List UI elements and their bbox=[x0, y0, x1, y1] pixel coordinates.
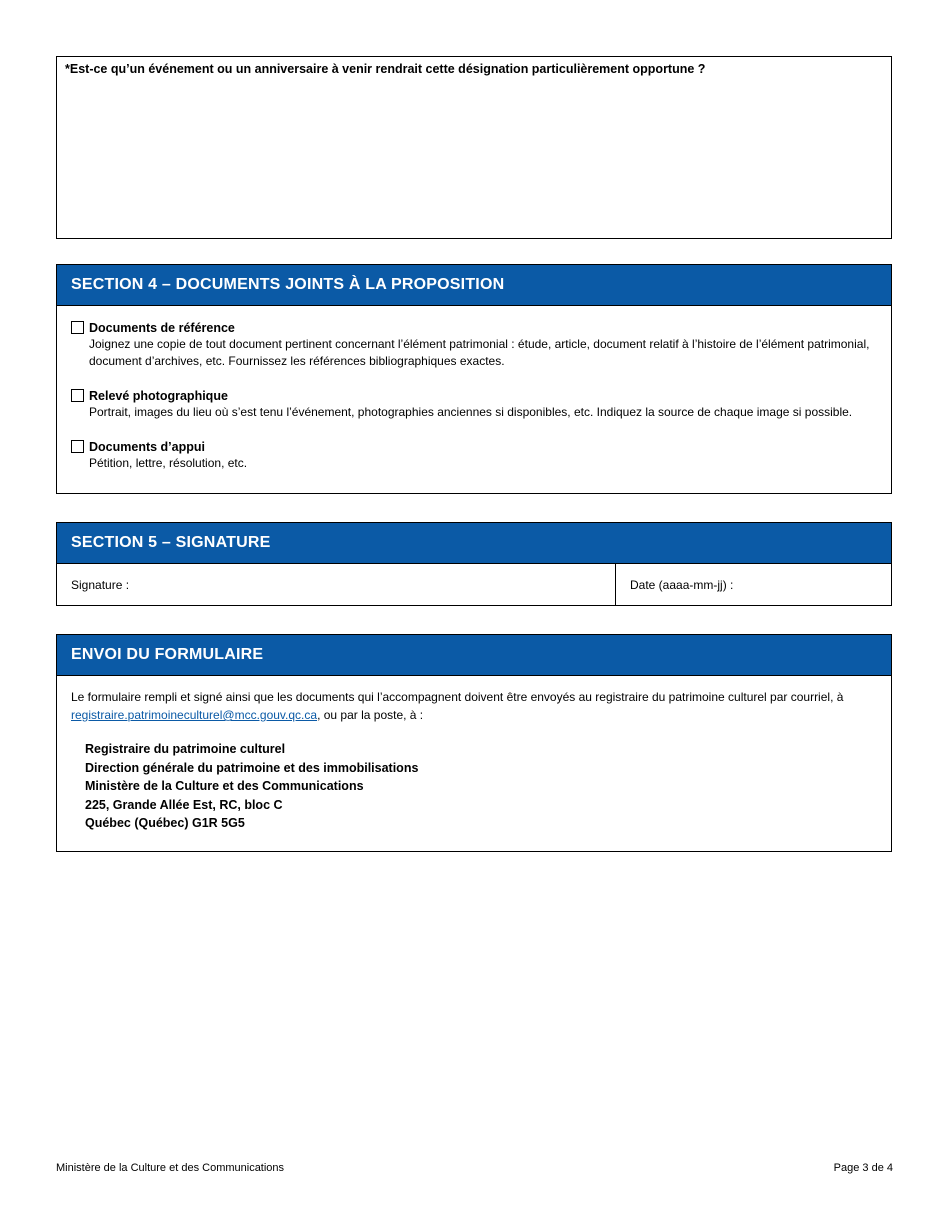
doc-item-description: Pétition, lettre, résolution, etc. bbox=[89, 456, 248, 470]
section-4-documents bbox=[56, 264, 892, 494]
checkbox-supporting-documents[interactable] bbox=[71, 440, 84, 453]
address-line: Québec (Québec) G1R 5G5 bbox=[85, 816, 245, 830]
section-5-title: SECTION 5 – SIGNATURE bbox=[57, 523, 891, 564]
doc-item-photographic bbox=[71, 388, 877, 421]
form-submission-title: ENVOI DU FORMULAIRE bbox=[57, 635, 891, 676]
form-submission-section bbox=[56, 634, 892, 852]
footer-ministry: Ministère de la Culture et des Communications bbox=[56, 1162, 285, 1174]
address-line: Registraire du patrimoine culturel bbox=[85, 742, 286, 756]
checkbox-reference-documents[interactable] bbox=[71, 321, 84, 334]
submission-intro-end: , ou par la poste, à : bbox=[317, 708, 424, 722]
address-line: Ministère de la Culture et des Communications bbox=[85, 779, 364, 793]
doc-item-title: Documents de référence bbox=[89, 321, 235, 335]
section-5-signature bbox=[56, 522, 892, 606]
doc-item-description: Portrait, images du lieu où s’est tenu l’événement, photographies anciennes si disponibles, etc. Indiquez la source de chaque image si possible. bbox=[89, 405, 853, 419]
doc-item-title: Relevé photographique bbox=[89, 389, 228, 403]
submission-intro: Le formulaire rempli et signé ainsi que les documents qui l’accompagnent doivent être envoyés au registraire du patrimoine culturel par courriel, à bbox=[71, 690, 844, 704]
date-label: Date (aaaa-mm-jj) : bbox=[630, 578, 734, 592]
doc-item-reference bbox=[71, 320, 877, 370]
doc-item-description: Joignez une copie de tout document pertinent concernant l’élément patrimonial : étude, article, document relatif à l’histoire de l’élément patrimonial, document d’archives, etc. Fournissez les références bibliographiques exactes. bbox=[89, 337, 870, 368]
signature-label: Signature : bbox=[71, 578, 130, 592]
event-question-field[interactable] bbox=[56, 56, 892, 239]
postal-address bbox=[71, 740, 877, 833]
doc-item-title: Documents d’appui bbox=[89, 440, 205, 454]
registrar-email-link[interactable]: registraire.patrimoineculturel@mcc.gouv.qc.ca bbox=[71, 708, 318, 722]
doc-item-support bbox=[71, 439, 877, 472]
submission-instructions bbox=[71, 688, 877, 724]
event-question-label: *Est-ce qu’un événement ou un anniversaire à venir rendrait cette désignation particulièrement opportune ? bbox=[65, 62, 706, 76]
address-line: Direction générale du patrimoine et des immobilisations bbox=[85, 760, 419, 775]
signature-field[interactable] bbox=[57, 564, 616, 606]
checkbox-photographic-survey[interactable] bbox=[71, 389, 84, 402]
section-4-title: SECTION 4 – DOCUMENTS JOINTS À LA PROPOSITION bbox=[57, 265, 891, 306]
footer-page-number: Page 3 de 4 bbox=[833, 1162, 893, 1174]
address-line: 225, Grande Allée Est, RC, bloc C bbox=[85, 797, 283, 812]
date-field[interactable] bbox=[616, 564, 747, 606]
